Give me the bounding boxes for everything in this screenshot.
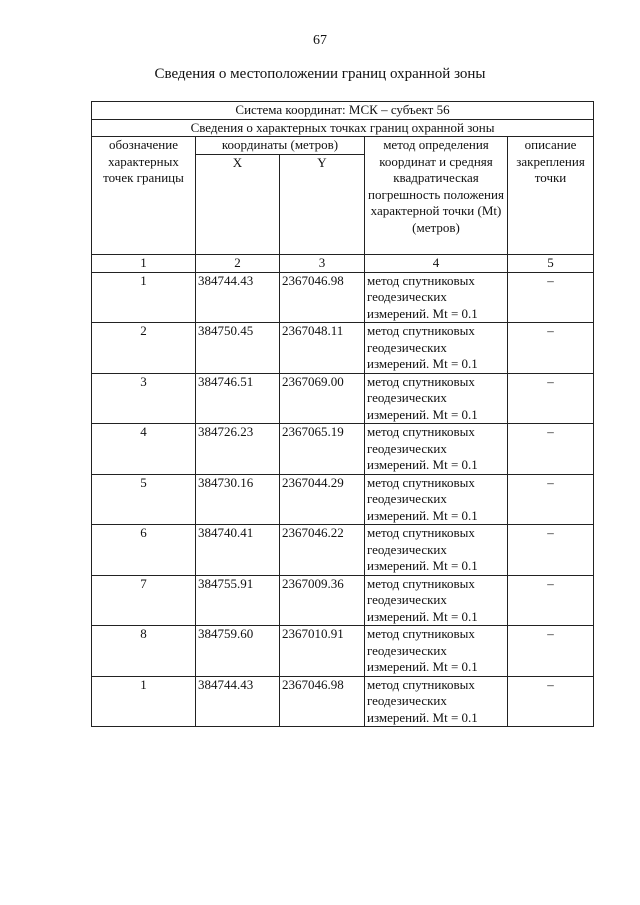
- method-cell: метод спутниковых геодезических измерений. Mt = 0.1: [365, 373, 508, 424]
- column-number: 2: [196, 254, 280, 272]
- x-coordinate-cell: 384750.45: [196, 323, 280, 374]
- table-row: [92, 626, 594, 677]
- x-coordinate-cell: 384746.51: [196, 373, 280, 424]
- table-row: [92, 525, 594, 576]
- point-cell: 8: [92, 626, 196, 677]
- column-number: 5: [508, 254, 594, 272]
- description-cell: –: [508, 474, 594, 525]
- column-number: 3: [280, 254, 365, 272]
- description-cell: –: [508, 626, 594, 677]
- x-coordinate-cell: 384740.41: [196, 525, 280, 576]
- column-number: 4: [365, 254, 508, 272]
- header-coordinates: координаты (метров): [196, 137, 365, 155]
- y-coordinate-cell: 2367046.98: [280, 676, 365, 727]
- table-row: [92, 272, 594, 323]
- header-y: Y: [280, 154, 365, 254]
- point-cell: 6: [92, 525, 196, 576]
- method-cell: метод спутниковых геодезических измерений. Mt = 0.1: [365, 525, 508, 576]
- table-row: [92, 373, 594, 424]
- header-method: метод определения координат и средняя квадратическая погрешность положения характерной точки (Mt) (метров): [365, 137, 508, 255]
- method-cell: метод спутниковых геодезических измерений. Mt = 0.1: [365, 676, 508, 727]
- y-coordinate-cell: 2367009.36: [280, 575, 365, 626]
- description-cell: –: [508, 373, 594, 424]
- x-coordinate-cell: 384744.43: [196, 676, 280, 727]
- coordinate-system-row: [92, 102, 594, 120]
- method-cell: метод спутниковых геодезических измерений. Mt = 0.1: [365, 474, 508, 525]
- table-row: [92, 575, 594, 626]
- header-description: описание закрепления точки: [508, 137, 594, 255]
- boundary-points-table: [91, 101, 594, 727]
- method-cell: метод спутниковых геодезических измерений. Mt = 0.1: [365, 424, 508, 475]
- y-coordinate-cell: 2367010.91: [280, 626, 365, 677]
- description-cell: –: [508, 525, 594, 576]
- point-cell: 1: [92, 272, 196, 323]
- point-cell: 7: [92, 575, 196, 626]
- y-coordinate-cell: 2367048.11: [280, 323, 365, 374]
- description-cell: –: [508, 676, 594, 727]
- method-cell: метод спутниковых геодезических измерений. Mt = 0.1: [365, 272, 508, 323]
- x-coordinate-cell: 384755.91: [196, 575, 280, 626]
- y-coordinate-cell: 2367046.98: [280, 272, 365, 323]
- section-title-cell: Сведения о характерных точках границ охранной зоны: [92, 119, 594, 137]
- page-number: 67: [313, 33, 327, 48]
- column-number: 1: [92, 254, 196, 272]
- header-x: X: [196, 154, 280, 254]
- table-row: [92, 474, 594, 525]
- x-coordinate-cell: 384744.43: [196, 272, 280, 323]
- table-body: [92, 102, 594, 727]
- column-number-row: [92, 254, 594, 272]
- table-row: [92, 323, 594, 374]
- y-coordinate-cell: 2367044.29: [280, 474, 365, 525]
- y-coordinate-cell: 2367069.00: [280, 373, 365, 424]
- point-cell: 1: [92, 676, 196, 727]
- description-cell: –: [508, 272, 594, 323]
- column-header-row: [92, 137, 594, 155]
- method-cell: метод спутниковых геодезических измерений. Mt = 0.1: [365, 626, 508, 677]
- document-title: Сведения о местоположении границ охранной зоны: [154, 66, 486, 82]
- point-cell: 5: [92, 474, 196, 525]
- header-designation: обозначение характерных точек границы: [92, 137, 196, 255]
- x-coordinate-cell: 384730.16: [196, 474, 280, 525]
- description-cell: –: [508, 323, 594, 374]
- table-row: [92, 676, 594, 727]
- y-coordinate-cell: 2367065.19: [280, 424, 365, 475]
- point-cell: 3: [92, 373, 196, 424]
- coordinate-system-cell: Система координат: МСК – субъект 56: [92, 102, 594, 120]
- description-cell: –: [508, 575, 594, 626]
- section-title-row: [92, 119, 594, 137]
- point-cell: 4: [92, 424, 196, 475]
- point-cell: 2: [92, 323, 196, 374]
- x-coordinate-cell: 384726.23: [196, 424, 280, 475]
- table-row: [92, 424, 594, 475]
- method-cell: метод спутниковых геодезических измерений. Mt = 0.1: [365, 323, 508, 374]
- x-coordinate-cell: 384759.60: [196, 626, 280, 677]
- description-cell: –: [508, 424, 594, 475]
- y-coordinate-cell: 2367046.22: [280, 525, 365, 576]
- method-cell: метод спутниковых геодезических измерений. Mt = 0.1: [365, 575, 508, 626]
